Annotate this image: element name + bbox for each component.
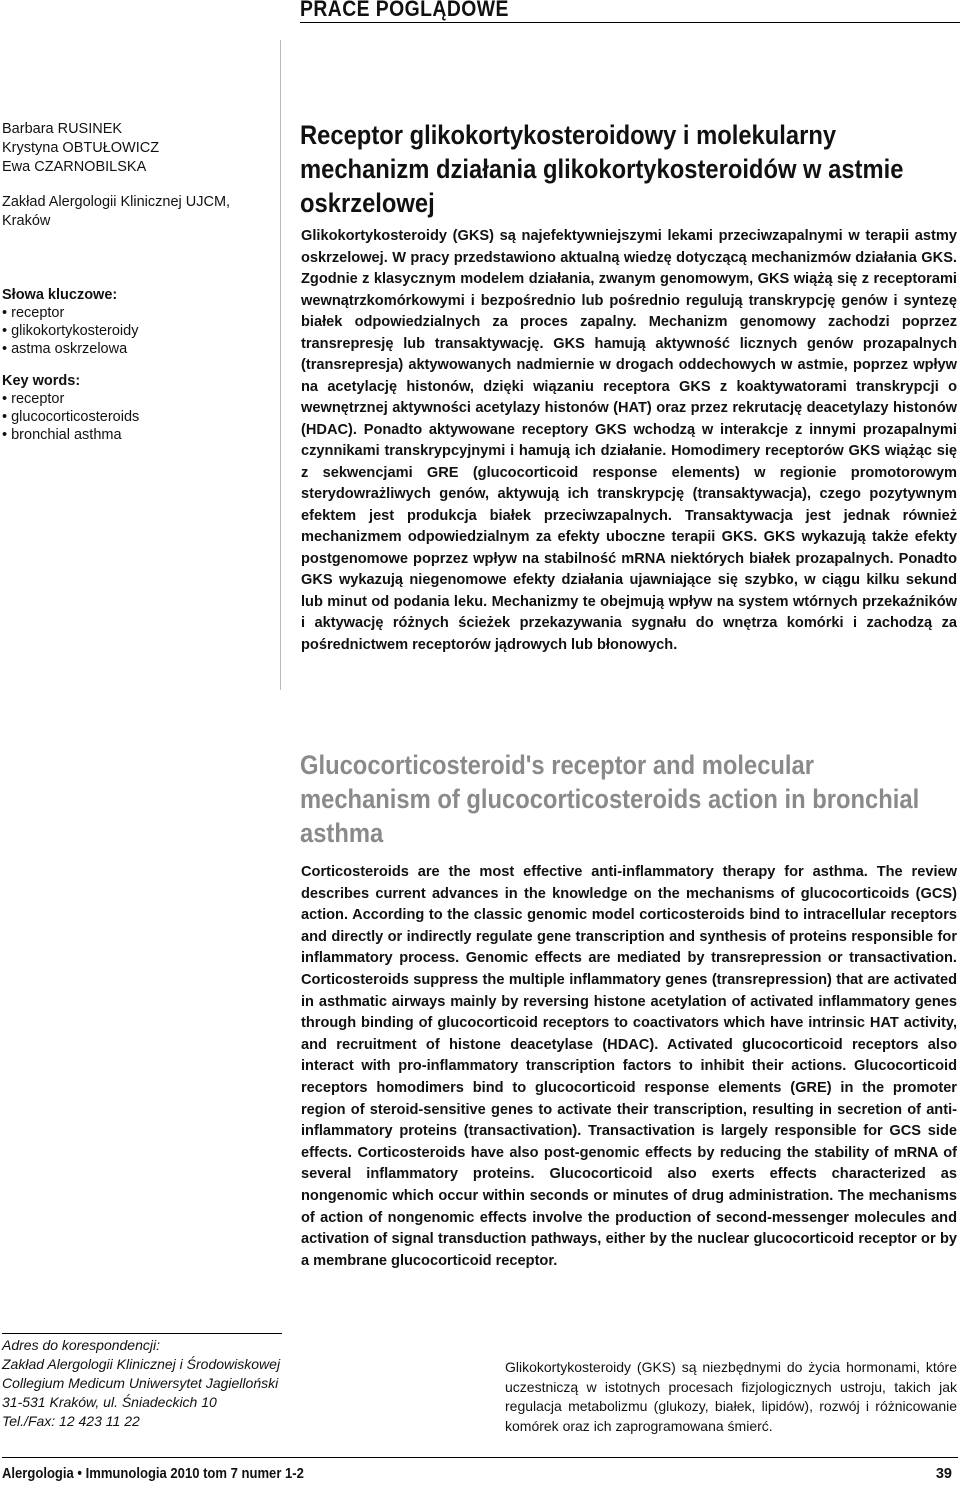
abstract-en: Corticosteroids are the most effective anti-inflammatory therapy for asthma. The review describes current advances in the knowledge on the mechanisms of glucocorticoids (GCS) action. According to the classic genomic model corticosteroids bind to intracellular receptors and directly or indirectly regulate gene transcription and synthesis of proteins responsible for inflammatory process. Genomic effects are mediated by transrepression or transactivation. Corticosteroids suppress the multiple inflammatory genes (transrepression) that are activated in asthmatic airways mainly by reversing histone acetylation of activated inflammatory genes through binding of glucocorticoid receptors to coactivators which have intrinsic HAT activity, and recruitment of histone deacetylase (HDAC). Activated glucocorticoid receptors also interact with pro-inflammatory transcription factors to inhibit their actions. Glucocorticoid receptors homodimers bind to glucocorticoid response elements (GRE) in the promoter region of steroid-sensitive genes to activate their transcription, resulting in secretion of anti-inflammatory proteins (transactivation). Transactivation is largely responsible for GCS side effects. Corticosteroids have also post-genomic effects by reducing the stability of mRNA of several inflammatory proteins. Glucocorticoid also exerts effects characterized as nongenomic which occur within seconds or minutes of drug administration. The mechanisms of action of nongenomic effects involve the production of second-messenger molecules and activation of signal transduction pathways, either by the nuclear glucocorticoid receptor or by a membrane glucocorticoid receptor.	[301, 864, 957, 1269]
abstract-pl: Glikokortykosteroidy (GKS) są najefektywniejszymi lekami przeciwzapalnymi w terapii astmy oskrzelowej. W pracy przedstawiono aktualną wiedzę dotyczącą mechanizmów działania GKS. Zgodnie z klasycznym modelem działania, zwanym genomowym, GKS wiążą się z receptorami wewnątrzkomórkowymi i bezpośrednio lub pośrednio regulują transkrypcję genów i syntezę białek odpowiedzialnych za proces zapalny. Mechanizm genomowy zachodzi poprzez transrepresję lub transaktywację. GKS hamują aktywność licznych genów prozapalnych (transrepresja) aktywowanych nadmiernie w drogach oddechowych w astmie, poprzez wpływ na acetylację histonów, dzięki wiązaniu receptora GKS z koaktywatorami transkrypcji o wewnętrznej aktywności acetylazy histonów (HAT) oraz przez rekrutację deacetylazy histonów (HDAC). Ponadto aktywowane receptory GKS wchodzą w interakcje z innymi prozapalnymi czynnikami transkrypcyjnymi i hamują ich działanie. Homodimery receptorów GKS wiążąc się z sekwencjami GRE (glucocorticoid response elements) w regionie promotorowym sterydowrażliwych genów, aktywują ich transkrypcję (transaktywacja), czego pozytywnym efektem jest produkcja białek przeciwzapalnych. Transaktywacja jest jednak również mechanizmem odpowiedzialnym za efekty uboczne terapii GKS. GKS wykazują także efekty postgenomowe poprzez wpływ na stabilność mRNA niektórych białek prozapalnych. Ponadto GKS wykazują niegenomowe efekty działania ujawniające się szybko, w ciągu kilku sekund lub minut od podania leku. Mechanizmy te obejmują wpływ na system wtórnych przekaźników i aktywację różnych ścieżek przekazywania sygnału do wnętrza komórki i zachodzą za pośrednictwem receptorów jądrowych lub błonowych.	[301, 228, 957, 653]
keywords-en-heading: Key words:	[2, 373, 81, 389]
affiliation-line: Zakład Alergologii Klinicznej UJCM,	[2, 194, 231, 210]
affiliation	[2, 193, 272, 231]
section-label-underline	[300, 22, 960, 23]
footer-rule	[2, 1457, 958, 1458]
correspondence-line: 31-531 Kraków, ul. Śniadeckich 10	[2, 1394, 217, 1410]
keyword-item: • glikokortykosteroidy	[2, 322, 138, 340]
keyword-item: • astma oskrzelowa	[2, 340, 138, 358]
author-name: Krystyna OBTUŁOWICZ	[2, 140, 160, 156]
keywords-en	[2, 372, 139, 444]
keyword-item: • glucocorticosteroids	[2, 408, 139, 426]
affiliation-line: Kraków	[2, 213, 51, 229]
title-pl: Receptor glikokortykosteroidowy i molekularny mechanizm działania glikokortykosteroidów w astmie oskrzelowej	[300, 120, 904, 218]
author-name: Ewa CZARNOBILSKA	[2, 159, 147, 175]
correspondence-line: Collegium Medicum Uniwersytet Jagielloński	[2, 1375, 279, 1391]
section-label: PRACE POGLĄDOWE	[300, 0, 509, 21]
footer-journal: Alergologia • Immunologia 2010 tom 7 numer 1-2	[2, 1466, 304, 1482]
correspondence	[2, 1336, 280, 1431]
correspondence-line: Tel./Fax: 12 423 11 22	[2, 1413, 140, 1429]
keywords-pl-heading: Słowa kluczowe:	[2, 287, 118, 303]
correspondence-line: Adres do korespondencji:	[2, 1337, 160, 1353]
keywords-pl	[2, 286, 138, 358]
keyword-item: • bronchial asthma	[2, 426, 139, 444]
intro-text: Glikokortykosteroidy (GKS) są niezbędnymi do życia hormonami, które uczestniczą w istotnych procesach fizjologicznych ustroju, takich jak regulacja metabolizmu (glukozy, białek, lipidów), rozwój i różnicowanie komórek oraz ich zaprogramowana śmierć.	[505, 1359, 957, 1434]
correspondence-line: Zakład Alergologii Klinicznej i Środowiskowej	[2, 1356, 281, 1372]
keyword-item: • receptor	[2, 304, 138, 322]
correspondence-rule	[2, 1333, 282, 1334]
authors	[2, 120, 159, 177]
author-name: Barbara RUSINEK	[2, 121, 123, 137]
page-number: 39	[935, 1466, 952, 1482]
title-en: Glucocorticosteroid's receptor and molecular mechanism of glucocorticosteroids action in bronchial asthma	[300, 750, 920, 848]
column-divider	[280, 40, 281, 690]
keyword-item: • receptor	[2, 390, 139, 408]
